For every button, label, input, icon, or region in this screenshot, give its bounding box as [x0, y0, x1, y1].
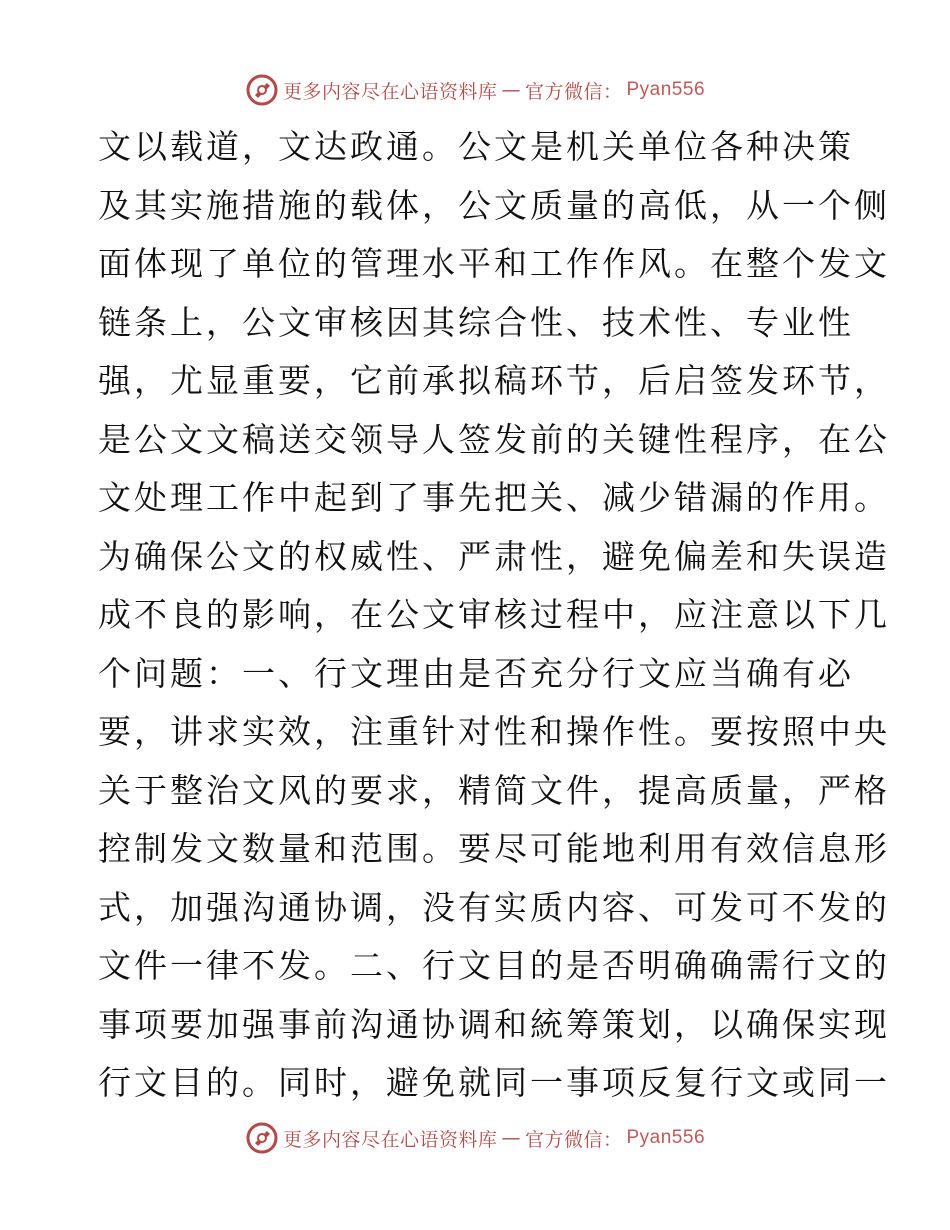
watermark-wechat-id: Pyan556	[626, 79, 706, 100]
body-line: 为确保公文的权威性、严肃性，避免偏差和失误造	[98, 536, 890, 576]
body-line: 面体现了单位的管理水平和工作作风。在整个发文	[98, 244, 890, 283]
body-line: 文处理工作中起到了事先把关、减少错漏的作用。	[98, 478, 890, 517]
watermark-wechat-id: Pyan556	[626, 1127, 706, 1148]
watermark-text: 更多内容尽在心语资料库	[282, 80, 498, 103]
body-line: 关于整治文风的要求，精简文件，提高质量，严格	[98, 770, 890, 810]
body-line: 强，尤显重要，它前承拟稿环节，后启签发环节，	[98, 361, 890, 400]
body-line: 控制发文数量和范围。要尽可能地利用有效信息形	[98, 829, 890, 868]
body-line: 文件一律不发。二、行文目的是否明确确需行文的	[98, 946, 890, 985]
watermark-logo-icon	[245, 1121, 279, 1155]
body-line: 及其实施措施的载体，公文质量的高低，从一个侧	[98, 185, 890, 225]
body-line: 成不良的影响，在公文审核过程中，应注意以下几	[98, 595, 890, 634]
watermark-logo-icon	[245, 73, 279, 107]
body-line: 是公文文稿送交领导人签发前的关键性程序，在公	[98, 419, 890, 459]
body-line: 文以载道，文达政通。公文是机关单位各种决策	[98, 127, 854, 166]
document-body	[98, 118, 890, 1113]
body-line: 要，讲求实效，注重针对性和操作性。要按照中央	[98, 712, 890, 751]
body-line: 事项要加强事前沟通协调和統筹策划，以确保实现	[98, 1004, 890, 1044]
body-line: 行文目的。同时，避免就同一事项反复行文或同一	[98, 1063, 890, 1102]
body-line: 链条上，公文审核因其综合性、技术性、专业性	[98, 302, 854, 342]
watermark-label: 官方微信：	[524, 1128, 623, 1151]
watermark-text: 更多内容尽在心语资料库	[282, 1128, 498, 1151]
body-line: 式，加强沟通协调，没有实质内容、可发可不发的	[98, 887, 890, 927]
header-watermark	[0, 70, 950, 110]
footer-watermark	[0, 1118, 950, 1158]
watermark-separator: —	[501, 1127, 521, 1149]
watermark-label: 官方微信：	[524, 80, 623, 103]
body-line: 个问题：一、行文理由是否充分行文应当确有必	[98, 653, 854, 693]
watermark-separator: —	[501, 79, 521, 101]
